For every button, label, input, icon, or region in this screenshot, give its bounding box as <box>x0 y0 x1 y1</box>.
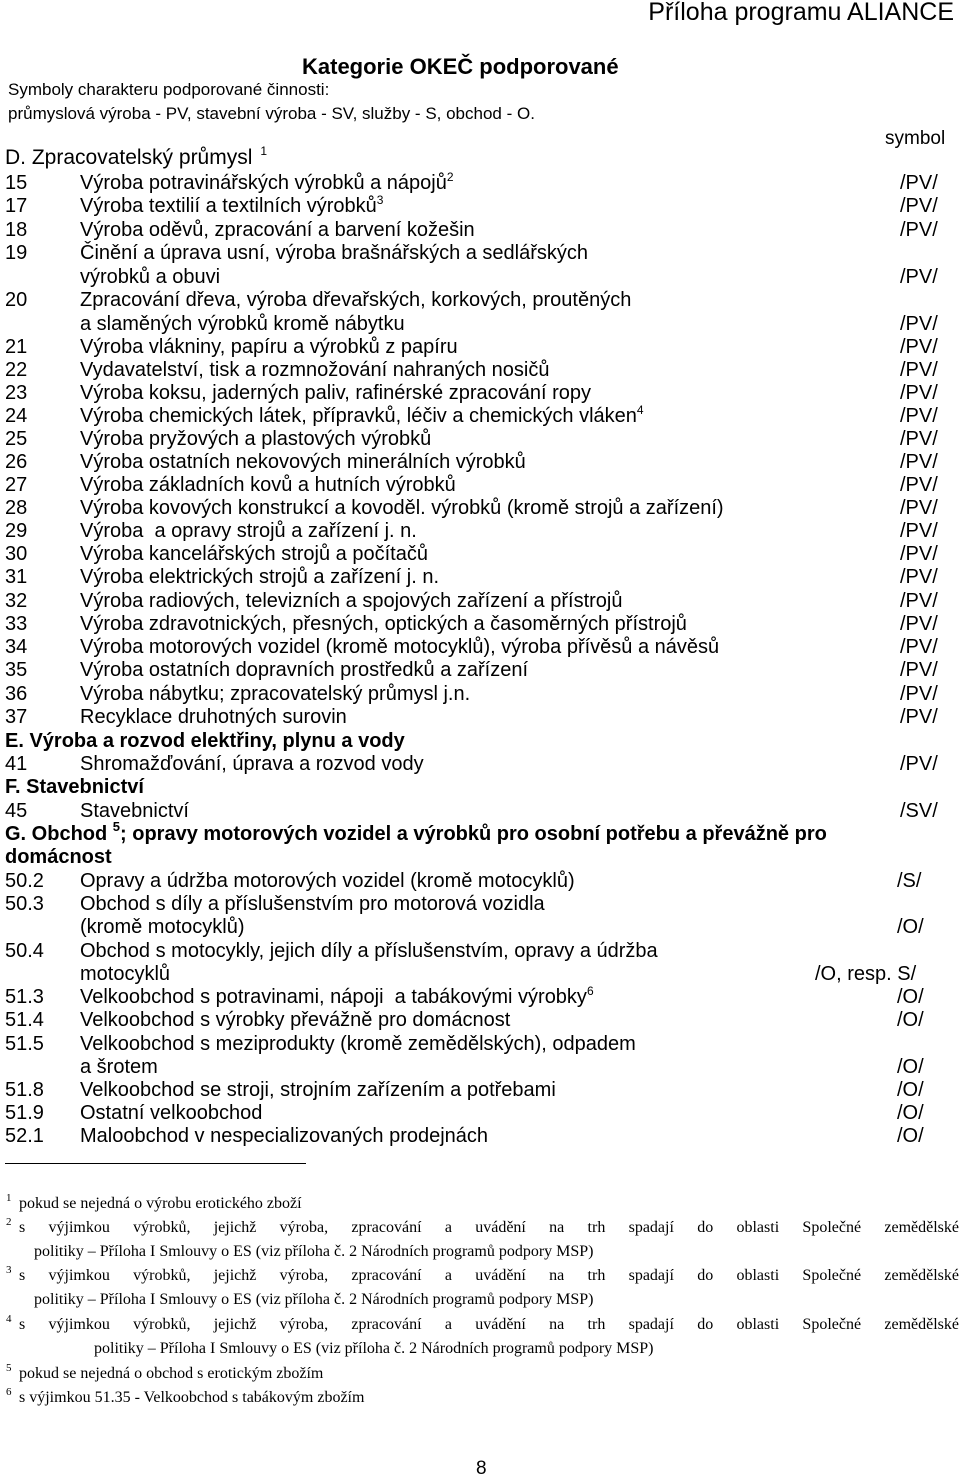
list-item <box>0 590 960 613</box>
okec-code: 18 <box>5 219 28 241</box>
okec-code: 32 <box>5 590 28 612</box>
activity-symbol: /PV/ <box>900 474 938 496</box>
footnote-number: 3 <box>6 1264 12 1276</box>
activity-symbol: /PV/ <box>900 497 938 519</box>
list-item <box>0 870 960 893</box>
okec-code: 27 <box>5 474 28 496</box>
okec-description: Zpracování dřeva, výroba dřevařských, korkových, proutěných <box>80 289 632 311</box>
footnote-text: pokud se nejedná o obchod s erotickým zbožím <box>19 1365 324 1382</box>
list-item <box>0 497 960 520</box>
activity-symbol: /PV/ <box>900 659 938 681</box>
okec-code: 34 <box>5 636 28 658</box>
list-item <box>0 659 960 682</box>
footnote-text-line2: politiky – Příloha I Smlouvy o ES (viz příloha č. 2 Národních programů podpory MSP) <box>34 1291 594 1308</box>
okec-code: 51.4 <box>5 1009 44 1031</box>
footnote-ref: 5 <box>112 819 121 834</box>
section-g-title: G. Obchod $^5$; opravy motorových vozidel a výrobků pro osobní potřebu a převážně pro <box>5 819 827 845</box>
okec-description: Činění a úprava usní, výroba brašnářských a sedlářských <box>80 242 589 264</box>
list-item <box>0 613 960 636</box>
page-number: 8 <box>476 1458 487 1479</box>
activity-symbol: /PV/ <box>900 195 938 217</box>
list-item <box>0 800 960 823</box>
activity-symbol: /S/ <box>897 870 922 892</box>
activity-symbol: /PV/ <box>900 359 938 381</box>
okec-description: Velkoobchod se stroji, strojním zařízením a potřebami <box>80 1079 556 1101</box>
okec-description: Výroba elektrických strojů a zařízení j. n. <box>80 566 440 588</box>
footnote-number: 2 <box>6 1216 12 1228</box>
okec-description: Obchod s díly a příslušenstvím pro motorová vozidla <box>80 893 545 915</box>
okec-description: Výroba textilií a textilních výrobků$^3$ <box>80 193 384 217</box>
section-d-heading <box>5 146 267 170</box>
footnote-number: 5 <box>6 1362 12 1374</box>
okec-description: Výroba potravinářských výrobků a nápojů$^2$ <box>80 170 454 194</box>
activity-symbol: /PV/ <box>900 543 938 565</box>
footnote-text: pokud se nejedná o výrobu erotického zboží <box>19 1195 302 1212</box>
activity-symbol: /PV/ <box>900 566 938 588</box>
list-item <box>0 195 960 218</box>
activity-symbol: /PV/ <box>900 405 938 427</box>
okec-description: Ostatní velkoobchod <box>80 1102 263 1124</box>
okec-description: Recyklace druhotných surovin <box>80 706 347 728</box>
okec-description-line2: výrobků a obuvi <box>80 266 221 288</box>
footnote-text-line2: politiky – Příloha I Smlouvy o ES (viz příloha č. 2 Národních programů podpory MSP) <box>94 1340 654 1357</box>
okec-code: 51.3 <box>5 986 44 1008</box>
footnote-ref: 3 <box>376 193 384 207</box>
activity-symbol: /PV/ <box>900 636 938 658</box>
okec-code: 21 <box>5 336 28 358</box>
symbol-column-header: symbol <box>885 128 946 149</box>
section-e-heading <box>0 730 960 753</box>
okec-code: 29 <box>5 520 28 542</box>
list-item <box>0 382 960 405</box>
section-g-heading <box>0 819 960 846</box>
okec-description: Výroba kancelářských strojů a počítačů <box>80 543 428 565</box>
footnote-text: s výjimkou výrobků, jejichž výroba, zpracování a uvádění na trh spadají do oblasti Společné zemědělské <box>19 1316 959 1333</box>
okec-description: Výroba základních kovů a hutních výrobků <box>80 474 456 496</box>
activity-symbol: /PV/ <box>900 613 938 635</box>
okec-code: 51.9 <box>5 1102 44 1124</box>
okec-code: 52.1 <box>5 1125 44 1147</box>
list-item <box>0 336 960 359</box>
okec-code: 31 <box>5 566 28 588</box>
activity-symbol: /O/ <box>897 1102 924 1124</box>
list-item <box>0 219 960 242</box>
list-item <box>0 405 960 428</box>
activity-symbol: /PV/ <box>900 313 938 335</box>
symbols-legend: průmyslová výroba - PV, stavební výroba - SV, služby - S, obchod - O. <box>8 104 535 123</box>
okec-code: 20 <box>5 289 28 311</box>
activity-symbol: /PV/ <box>900 266 938 288</box>
section-e-title: E. Výroba a rozvod elektřiny, plynu a vody <box>5 730 405 752</box>
okec-description: Velkoobchod s potravinami, nápoji a tabákovými výrobky$^6$ <box>80 984 594 1008</box>
okec-code: 24 <box>5 405 28 427</box>
list-item <box>0 753 960 776</box>
okec-description: Výroba radiových, televizních a spojových zařízení a přístrojů <box>80 590 623 612</box>
activity-symbol: /O/ <box>897 1079 924 1101</box>
okec-description: Maloobchod v nespecializovaných prodejnách <box>80 1125 489 1147</box>
category-title: Kategorie OKEČ podporované <box>302 54 619 79</box>
okec-code: 50.3 <box>5 893 44 915</box>
okec-description: Výroba a opravy strojů a zařízení j. n. <box>80 520 417 542</box>
footnote-number: 6 <box>6 1386 12 1398</box>
activity-symbol: /PV/ <box>900 753 938 775</box>
okec-code: 22 <box>5 359 28 381</box>
activity-symbol: /O/ <box>897 1125 924 1147</box>
footnote-ref: 6 <box>586 984 594 998</box>
okec-description: Opravy a údržba motorových vozidel (kromě motocyklů) <box>80 870 575 892</box>
activity-symbol: /PV/ <box>900 590 938 612</box>
okec-code: 50.4 <box>5 940 44 962</box>
okec-code: 35 <box>5 659 28 681</box>
section-g-title-line2: domácnost <box>5 846 112 868</box>
okec-code: 37 <box>5 706 28 728</box>
section-f-heading <box>0 776 960 799</box>
list-item <box>0 289 960 312</box>
okec-description: Výroba nábytku; zpracovatelský průmysl j.n. <box>80 683 471 705</box>
footnote-ref: 4 <box>636 403 644 417</box>
footnote-text: s výjimkou 51.35 - Velkoobchod s tabákovým zbožím <box>19 1389 365 1406</box>
activity-symbol: /PV/ <box>900 451 938 473</box>
okec-description-line2: a slaměných výrobků kromě nábytku <box>80 313 405 335</box>
list-item <box>0 474 960 497</box>
list-item <box>0 1102 960 1125</box>
list-item-continuation <box>0 1056 960 1079</box>
okec-code: 15 <box>5 172 28 194</box>
okec-description: Výroba ostatních nekovových minerálních výrobků <box>80 451 526 473</box>
activity-symbol: /PV/ <box>900 520 938 542</box>
okec-code: 30 <box>5 543 28 565</box>
okec-code: 41 <box>5 753 28 775</box>
okec-code: 17 <box>5 195 28 217</box>
activity-symbol: /O/ <box>897 916 924 938</box>
list-item <box>0 1009 960 1032</box>
footnote-text: s výjimkou výrobků, jejichž výroba, zpracování a uvádění na trh spadají do oblasti Společné zemědělské <box>19 1267 959 1284</box>
footnote-ref: 2 <box>446 170 454 184</box>
okec-code: 33 <box>5 613 28 635</box>
footnote-ref: 1 <box>260 144 268 158</box>
section-g-heading-line2 <box>0 846 960 869</box>
okec-description: Vydavatelství, tisk a rozmnožování nahraných nosičů <box>80 359 550 381</box>
okec-code: 26 <box>5 451 28 473</box>
list-item <box>0 359 960 382</box>
list-item <box>0 1033 960 1056</box>
appendix-title: Příloha programu ALIANCE <box>648 0 954 26</box>
activity-symbol: /PV/ <box>900 172 938 194</box>
okec-code: 25 <box>5 428 28 450</box>
list-item <box>0 566 960 589</box>
okec-description: Výroba zdravotnických, přesných, optických a časoměrných přístrojů <box>80 613 687 635</box>
list-item <box>0 636 960 659</box>
list-item <box>0 543 960 566</box>
okec-description: Stavebnictví <box>80 800 189 822</box>
okec-description: Výroba chemických látek, přípravků, léčiv a chemických vláken$^4$ <box>80 403 644 427</box>
okec-code: 36 <box>5 683 28 705</box>
okec-description: Shromažďování, úprava a rozvod vody <box>80 753 424 775</box>
okec-description-line2: motocyklů <box>80 963 171 985</box>
okec-description: Výroba koksu, jaderných paliv, rafinérské zpracování ropy <box>80 382 591 404</box>
footnote-text-line2: politiky – Příloha I Smlouvy o ES (viz příloha č. 2 Národních programů podpory MSP) <box>34 1243 594 1260</box>
okec-code: 50.2 <box>5 870 44 892</box>
list-item-continuation <box>0 313 960 336</box>
okec-description: Výroba kovových konstrukcí a kovoděl. výrobků (kromě strojů a zařízení) <box>80 497 724 519</box>
activity-symbol: /PV/ <box>900 683 938 705</box>
footnote-text: s výjimkou výrobků, jejichž výroba, zpracování a uvádění na trh spadají do oblasti Společné zemědělské <box>19 1219 959 1236</box>
activity-symbol: /PV/ <box>900 382 938 404</box>
footnote-number: 1 <box>6 1192 12 1204</box>
activity-symbol: /PV/ <box>900 336 938 358</box>
list-item <box>0 706 960 729</box>
list-item <box>0 451 960 474</box>
footnote-separator <box>5 1163 306 1164</box>
activity-symbol: /PV/ <box>900 428 938 450</box>
activity-symbol: /O, resp. S/ <box>815 963 917 985</box>
okec-description: Obchod s motocykly, jejich díly a příslušenstvím, opravy a údržba <box>80 940 658 962</box>
okec-description: Výroba vlákniny, papíru a výrobků z papíru <box>80 336 458 358</box>
okec-code: 51.5 <box>5 1033 44 1055</box>
okec-code: 19 <box>5 242 28 264</box>
okec-description-line2: a šrotem <box>80 1056 158 1078</box>
list-item-continuation <box>0 266 960 289</box>
list-item-continuation <box>0 963 960 986</box>
list-item <box>0 1079 960 1102</box>
list-item <box>0 1125 960 1148</box>
okec-description: Výroba pryžových a plastových výrobků <box>80 428 432 450</box>
okec-description-line2: (kromě motocyklů) <box>80 916 245 938</box>
list-item <box>0 428 960 451</box>
section-d-title: D. Zpracovatelský průmysl <box>5 146 253 169</box>
list-item <box>0 940 960 963</box>
okec-description: Výroba ostatních dopravních prostředků a zařízení <box>80 659 529 681</box>
activity-symbol: /SV/ <box>900 800 938 822</box>
okec-code: 51.8 <box>5 1079 44 1101</box>
activity-symbol: /O/ <box>897 986 924 1008</box>
okec-description: Výroba oděvů, zpracování a barvení kožešin <box>80 219 475 241</box>
okec-description: Velkoobchod s výrobky převážně pro domácnost <box>80 1009 511 1031</box>
symbols-intro: Symboly charakteru podporované činnosti: <box>8 80 330 99</box>
list-item <box>0 683 960 706</box>
list-item <box>0 242 960 265</box>
activity-symbol: /PV/ <box>900 219 938 241</box>
activity-symbol: /PV/ <box>900 706 938 728</box>
list-item <box>0 893 960 916</box>
okec-code: 28 <box>5 497 28 519</box>
list-item <box>0 986 960 1009</box>
list-item-continuation <box>0 916 960 939</box>
list-item <box>0 520 960 543</box>
section-f-title: F. Stavebnictví <box>5 776 144 798</box>
okec-description: Velkoobchod s meziprodukty (kromě zemědělských), odpadem <box>80 1033 636 1055</box>
activity-symbol: /O/ <box>897 1056 924 1078</box>
okec-code: 45 <box>5 800 28 822</box>
list-item <box>0 172 960 195</box>
footnote-number: 4 <box>6 1313 12 1325</box>
okec-description: Výroba motorových vozidel (kromě motocyklů), výroba přívěsů a návěsů <box>80 636 720 658</box>
activity-symbol: /O/ <box>897 1009 924 1031</box>
okec-code: 23 <box>5 382 28 404</box>
